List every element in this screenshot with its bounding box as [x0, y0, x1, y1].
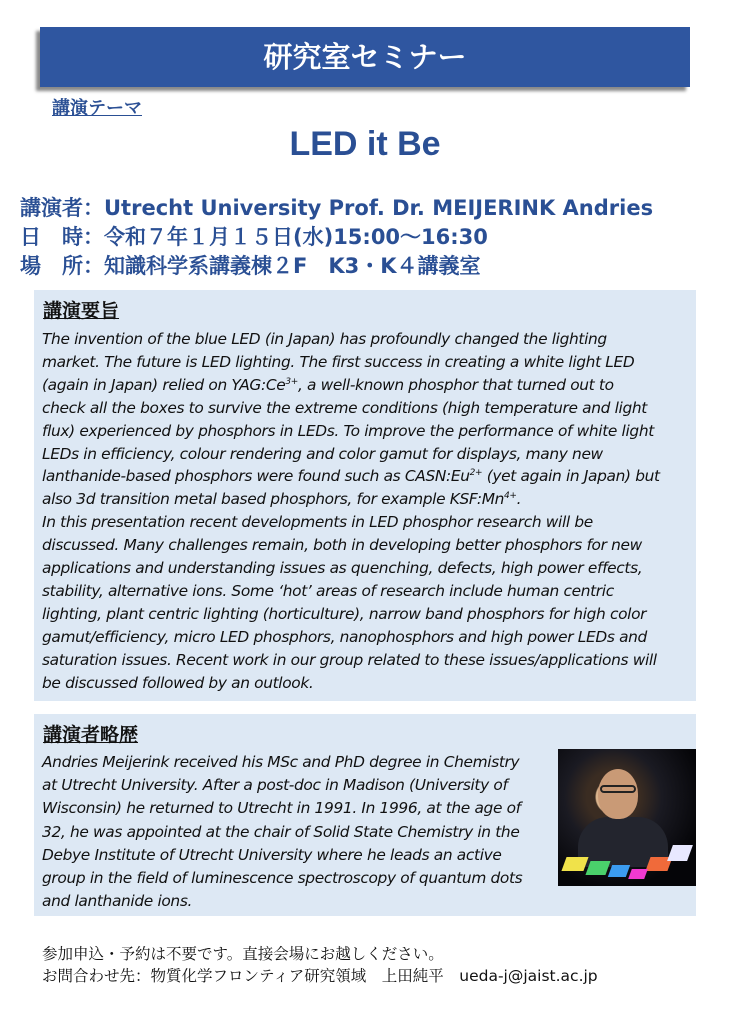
place-line: 場 所：知識科学系講義棟２F K3・K４講義室 — [20, 254, 481, 278]
abstract-line: flux) experienced by phosphors in LEDs. To improve the performance of white light — [42, 421, 654, 440]
abstract-line: (again in Japan) relied on $YAG:Ce^{3+}$, a well-known phosphor that turned out to — [42, 375, 614, 394]
bio-line: Debye Institute of Utrecht University where he leads an active — [42, 845, 502, 864]
abstract-line: lighting, plant centric lighting (horticulture), narrow band phosphors for high color — [42, 604, 647, 623]
abstract-line: lanthanide-based phosphors were found such as $CASN:Eu^{2+}$ (yet again in Japan) but — [42, 467, 660, 486]
bio-line: group in the field of luminescence spectroscopy of quantum dots — [42, 869, 523, 888]
bio-section — [34, 714, 696, 916]
bio-body — [42, 751, 552, 913]
registration-note: 参加申込・予約は不要です。直接会場にお越しください。 — [42, 945, 444, 963]
bio-line: Wisconsin) he returned to Utrecht in 1991. In 1996, at the age of — [42, 799, 521, 818]
abstract-line: discussed. Many challenges remain, both in developing better phosphors for new — [42, 536, 642, 555]
bio-heading: 講演者略歴 — [43, 724, 139, 746]
superscript: 3+ — [285, 376, 298, 387]
abstract-line: In this presentation recent developments in LED phosphor research will be — [42, 513, 593, 532]
abstract-line: also 3d transition metal based phosphors, for example $KSF:Mn^{4+}$. — [42, 490, 522, 509]
abstract-line: be discussed followed by an outlook. — [42, 673, 314, 692]
abstract-line: saturation issues. Recent work in our group related to these issues/applications will — [42, 650, 657, 669]
footer — [42, 943, 598, 987]
banner-title: 研究室セミナー — [263, 40, 467, 74]
speaker-line: 講演者：Utrecht University Prof. Dr. MEIJERINK Andries — [20, 196, 654, 220]
bio-line: at Utrecht University. After a post-doc in Madison (University of — [42, 776, 508, 795]
datetime-line: 日 時：令和７年１月１５日(水)15:00～16:30 — [20, 225, 488, 249]
abstract-line: LEDs in efficiency, colour rendering and color gamut for displays, many new — [42, 444, 603, 463]
superscript: 4+ — [504, 491, 517, 502]
speaker-photo — [558, 749, 696, 886]
bio-line: and lanthanide ions. — [42, 892, 193, 911]
talk-title: LED it Be — [289, 125, 441, 163]
bio-line: 32, he was appointed at the chair of Solid State Chemistry in the — [42, 822, 520, 841]
abstract-line: stability, alternative ions. Some ‘hot’ areas of research include human centric — [42, 581, 614, 600]
abstract-line: The invention of the blue LED (in Japan) has profoundly changed the lighting — [42, 330, 607, 348]
seminar-banner — [40, 27, 690, 87]
abstract-line: gamut/efficiency, micro LED phosphors, nanophosphors and high power LEDs and — [42, 627, 647, 646]
abstract-line: applications and understanding issues as quenching, defects, high power effects, — [42, 559, 643, 578]
event-info — [20, 194, 720, 281]
abstract-line: check all the boxes to survive the extreme conditions (high temperature and light — [42, 398, 647, 417]
abstract-line: market. The future is LED lighting. The first success in creating a white light LED — [42, 352, 635, 371]
bio-line: Andries Meijerink received his MSc and PhD degree in Chemistry — [42, 753, 520, 771]
superscript: 2+ — [469, 468, 483, 479]
abstract-body — [42, 328, 692, 695]
theme-label: 講演テーマ — [52, 98, 142, 119]
contact-line: お問合わせ先：物質化学フロンティア研究領域 上田純平 ueda-j@jaist.ac.jp — [42, 967, 598, 985]
abstract-section — [34, 290, 696, 701]
abstract-heading: 講演要旨 — [43, 300, 120, 322]
